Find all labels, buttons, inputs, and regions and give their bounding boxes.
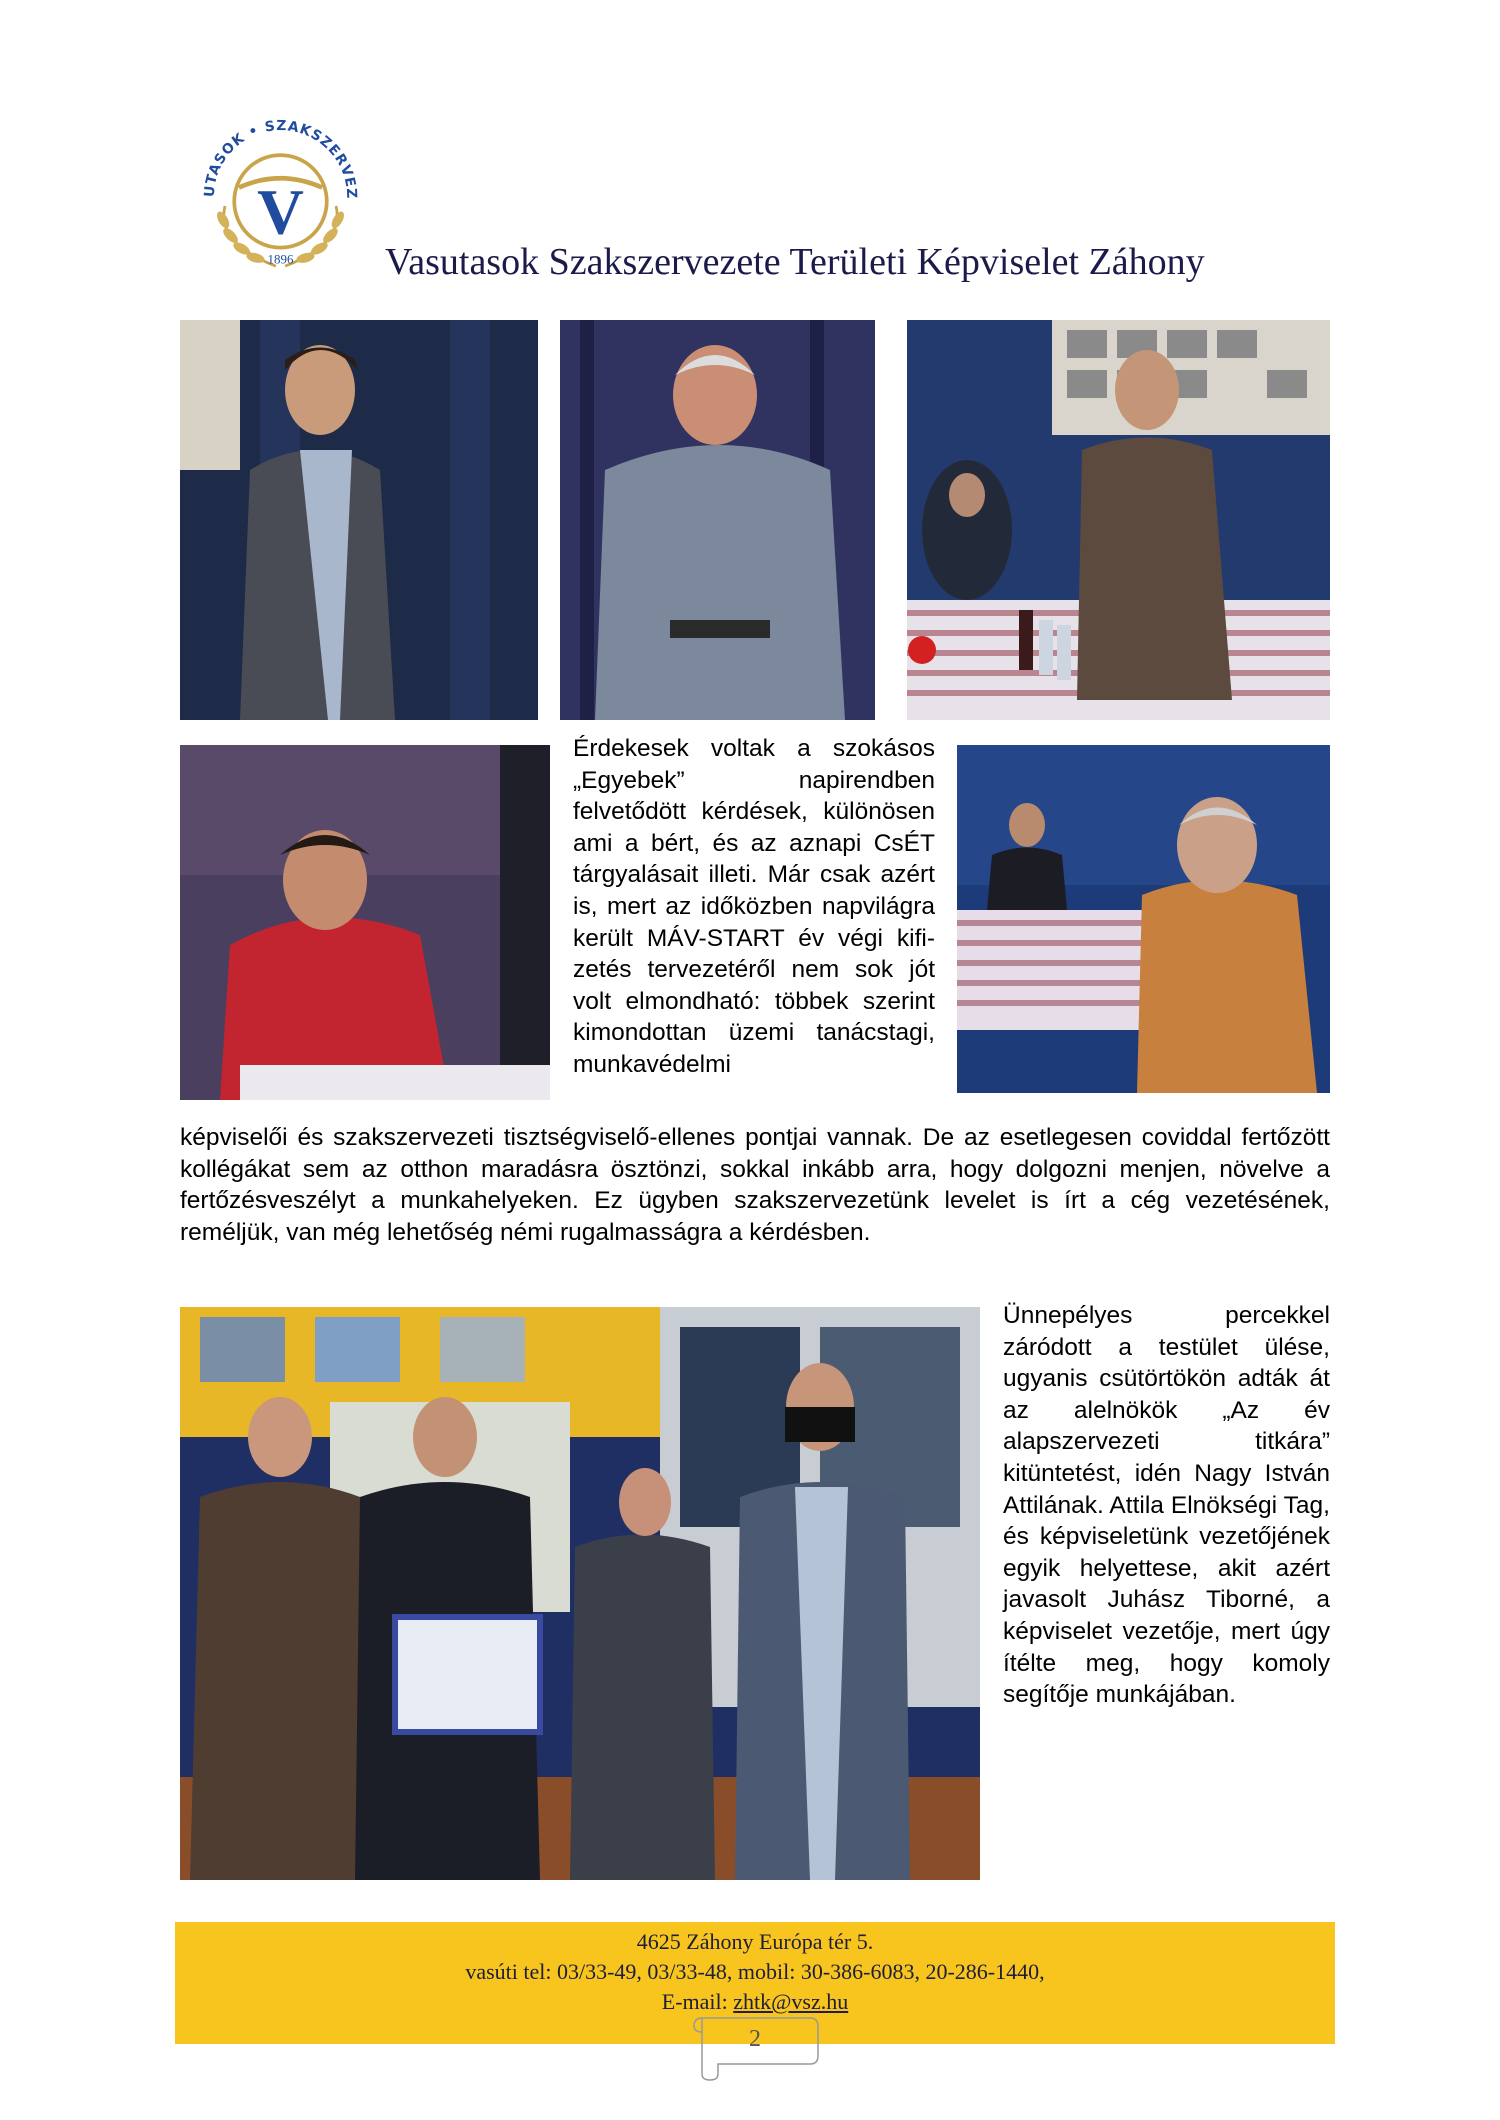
photo-award-group xyxy=(180,1307,980,1880)
photo-man-orange-sweater xyxy=(957,745,1330,1093)
footer-email-link[interactable]: zhtk@vsz.hu xyxy=(733,1989,849,2014)
photo-man-red-sweater xyxy=(180,745,550,1100)
svg-text:VASUTASOK • SZAKSZERVEZETE: UTASOK • SZAKSZERVEZ xyxy=(201,118,360,200)
union-logo xyxy=(188,95,373,280)
footer-email-label: E-mail: xyxy=(661,1989,734,2014)
footer-phones: vasúti tel: 03/33-49, 03/33-48, mobil: 30-386-6083, 20-286-1440, xyxy=(465,1959,1045,1984)
photo-meeting-table xyxy=(907,320,1330,720)
svg-text:V: V xyxy=(257,176,304,249)
logo-emblem xyxy=(188,95,373,280)
article-paragraph-1-full: képviselői és szakszervezeti tisztségviselő-ellenes pontjai vannak. De az esetlegesen coviddal fertőzött kollégákat sem az otthon maradásra ösztönzi, sokkal inkább arra, hogy dolgozni menjen, növelve a fertőzésveszélyt a munkahelyeken. Ez ügyben szakszervezetünk levelet is írt a cég vezetésének, reméljük, van még lehetőség némi rugalmasságra a kérdésben. xyxy=(180,1124,1330,1246)
photo-speaker-2 xyxy=(560,320,875,720)
page-title: Vasutasok Szakszervezete Területi Képviselet Záhony xyxy=(385,241,1205,283)
page-number-scroll xyxy=(690,2010,820,2082)
page-number: 2 xyxy=(749,2026,761,2052)
article-paragraph-2: Ünnepélyes percekkel záródott a testület ülése, ugyanis csütörtökön adták át az alelnökök „Az év alapszervezeti titkára” kitüntetést, idén Nagy István Attilának. Attila Elnökségi Tag, és képviseletünk vezetőjének egyik helyettese, akit azért javasolt Juhász Tiborné, a képviselet vezetője, mert úgy ítélte meg, hogy komoly segítője munkájában. xyxy=(1003,1302,1330,1709)
photo-speaker-1 xyxy=(180,320,538,720)
article-paragraph-1-wrapped: Érdekesek voltak a szokásos „Egyebek” napirendben felvetődött kérdések, különösen ami a bért, és az aznapi CsÉT tárgyalásait illeti. Már csak azért is, mert az időközben napvilágra került MÁV-START év végi kifizetés tervezetéről nem sok jót volt elmondható: többek szerint kimondottan üzemi tanácstagi, munkavédelmi xyxy=(573,735,935,1078)
footer-address: 4625 Záhony Európa tér 5. xyxy=(636,1929,874,1954)
svg-text:1896: 1896 xyxy=(267,251,294,267)
